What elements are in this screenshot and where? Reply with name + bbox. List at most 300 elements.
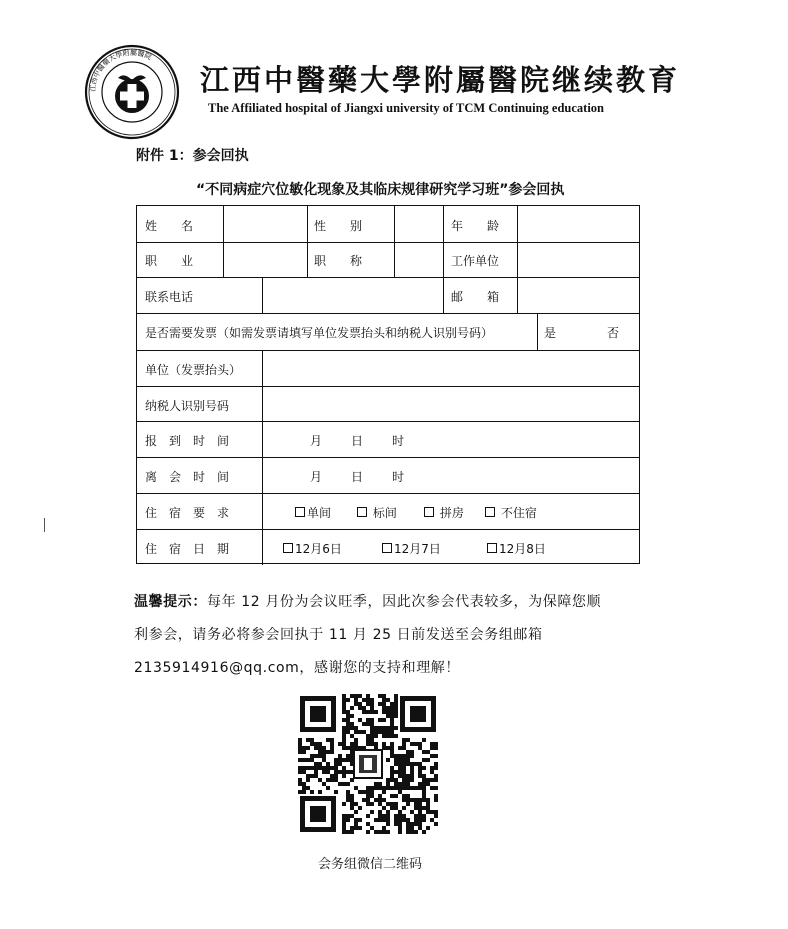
qr-module (346, 798, 350, 802)
qr-module (418, 818, 422, 822)
qr-module (398, 822, 402, 826)
qr-module (410, 798, 414, 802)
qr-module (326, 762, 330, 766)
qr-module (350, 706, 354, 710)
qr-module (378, 814, 382, 818)
qr-module (418, 810, 422, 814)
qr-module (394, 734, 398, 738)
qr-module (342, 718, 346, 722)
qr-module (306, 774, 310, 778)
qr-module (414, 786, 418, 790)
qr-module (426, 778, 430, 782)
qr-module (346, 726, 350, 730)
qr-module (382, 698, 386, 702)
qr-module (326, 766, 330, 770)
unit-invoice-title-label: 单位（发票抬头） (145, 363, 242, 377)
qr-module (350, 802, 354, 806)
qr-module (362, 730, 366, 734)
qr-module (370, 698, 374, 702)
qr-module (390, 770, 394, 774)
qr-module (350, 806, 354, 810)
qr-module (382, 790, 386, 794)
occupation-label: 职 业 (145, 254, 194, 268)
qr-module (398, 762, 402, 766)
qr-module (346, 770, 350, 774)
qr-module (394, 782, 398, 786)
qr-module (390, 778, 394, 782)
qr-module (406, 774, 410, 778)
qr-module (374, 734, 378, 738)
qr-module (410, 810, 414, 814)
qr-module (318, 750, 322, 754)
lodging-option-standard[interactable]: 标间 (357, 504, 397, 521)
qr-module (322, 782, 326, 786)
qr-module (418, 762, 422, 766)
qr-module (318, 742, 322, 746)
qr-module (342, 710, 346, 714)
qr-module (386, 710, 390, 714)
qr-module (346, 730, 350, 734)
qr-module (354, 826, 358, 830)
checkbox-icon (283, 543, 293, 553)
qr-module (370, 786, 374, 790)
qr-module (386, 746, 390, 750)
qr-module (390, 766, 394, 770)
qr-module (386, 714, 390, 718)
checkbox-icon (357, 507, 367, 517)
qr-module (346, 754, 350, 758)
qr-module (398, 746, 402, 750)
qr-module (422, 790, 426, 794)
qr-module (306, 738, 310, 742)
qr-module (374, 782, 378, 786)
qr-module (382, 706, 386, 710)
qr-module (406, 750, 410, 754)
qr-module (374, 742, 378, 746)
qr-module (342, 818, 346, 822)
qr-module (358, 706, 362, 710)
qr-module (398, 786, 402, 790)
qr-module (390, 794, 394, 798)
qr-module (370, 826, 374, 830)
qr-module (386, 734, 390, 738)
qr-module (370, 726, 374, 730)
qr-module (354, 786, 358, 790)
qr-module (370, 802, 374, 806)
qr-module (358, 818, 362, 822)
qr-module (354, 742, 358, 746)
qr-module (394, 702, 398, 706)
qr-module (346, 782, 350, 786)
qr-module (314, 770, 318, 774)
qr-module (434, 822, 438, 826)
qr-module (370, 790, 374, 794)
qr-module (298, 758, 302, 762)
workplace-label: 工作单位 (451, 254, 500, 268)
departure-hour: 时 (392, 470, 405, 484)
qr-module (422, 818, 426, 822)
lodging-option-single[interactable]: 单间 (295, 504, 331, 521)
qr-module (338, 770, 342, 774)
qr-module (338, 762, 342, 766)
qr-module (378, 718, 382, 722)
qr-module (394, 710, 398, 714)
qr-module (342, 702, 346, 706)
qr-module (430, 770, 434, 774)
qr-module (370, 730, 374, 734)
qr-module (394, 758, 398, 762)
qr-module (394, 698, 398, 702)
qr-module (382, 814, 386, 818)
qr-module (314, 762, 318, 766)
hospital-logo-emblem (84, 44, 180, 140)
qr-module (406, 738, 410, 742)
qr-module (414, 814, 418, 818)
qr-module (410, 750, 414, 754)
qr-module (358, 826, 362, 830)
qr-module (366, 722, 370, 726)
qr-module (378, 794, 382, 798)
qr-module (314, 766, 318, 770)
qr-module (346, 698, 350, 702)
qr-module (378, 786, 382, 790)
qr-module (354, 730, 358, 734)
qr-module (330, 738, 334, 742)
qr-module (354, 694, 358, 698)
qr-module (298, 790, 302, 794)
qr-module (414, 830, 418, 834)
qr-module (366, 790, 370, 794)
age-label: 年 龄 (451, 219, 500, 233)
qr-module (366, 830, 370, 834)
lodging-option-none[interactable]: 不住宿 (485, 504, 537, 521)
checkbox-icon (382, 543, 392, 553)
qr-caption: 会务组微信二维码 (318, 857, 423, 872)
qr-module (314, 746, 318, 750)
qr-module (350, 798, 354, 802)
qr-module (350, 722, 354, 726)
qr-module (406, 754, 410, 758)
qr-module (338, 758, 342, 762)
qr-module (370, 810, 374, 814)
qr-module (322, 770, 326, 774)
qr-module (310, 738, 314, 742)
qr-module (422, 774, 426, 778)
qr-module (342, 730, 346, 734)
wechat-qr-code[interactable] (298, 694, 438, 834)
name-field[interactable] (224, 207, 306, 241)
qr-module (346, 758, 350, 762)
qr-module (390, 754, 394, 758)
qr-module (354, 802, 358, 806)
qr-module (374, 798, 378, 802)
qr-module (326, 738, 330, 742)
qr-module (302, 790, 306, 794)
qr-module (418, 746, 422, 750)
qr-module (322, 754, 326, 758)
qr-module (422, 758, 426, 762)
qr-module (310, 774, 314, 778)
qr-module (406, 818, 410, 822)
qr-module (342, 746, 346, 750)
qr-module (426, 758, 430, 762)
qr-module (378, 782, 382, 786)
qr-module (402, 770, 406, 774)
qr-module (394, 714, 398, 718)
qr-module (414, 818, 418, 822)
qr-module (310, 742, 314, 746)
qr-module (418, 806, 422, 810)
qr-module (422, 786, 426, 790)
qr-module (386, 782, 390, 786)
qr-module (390, 718, 394, 722)
qr-module (342, 782, 346, 786)
qr-module (358, 790, 362, 794)
qr-module (410, 766, 414, 770)
qr-module (354, 810, 358, 814)
qr-module (434, 754, 438, 758)
qr-module (382, 734, 386, 738)
notice-line-1: 每年 12 月份为会议旺季，因此次参会代表较多，为保障您顺 (207, 594, 602, 610)
qr-module (402, 818, 406, 822)
qr-module (374, 818, 378, 822)
attachment-label: 附件 1：参会回执 (136, 148, 249, 164)
qr-module (382, 826, 386, 830)
qr-module (402, 766, 406, 770)
qr-module (386, 758, 390, 762)
qr-module (398, 810, 402, 814)
qr-module (434, 774, 438, 778)
qr-module (378, 694, 382, 698)
qr-module (342, 706, 346, 710)
qr-module (434, 798, 438, 802)
stay-date-dec6[interactable]: 12月6日 (283, 540, 342, 557)
qr-module (422, 766, 426, 770)
qr-module (430, 746, 434, 750)
qr-module (394, 706, 398, 710)
qr-module (374, 830, 378, 834)
qr-module (346, 710, 350, 714)
qr-module (406, 798, 410, 802)
qr-module (398, 770, 402, 774)
qr-module (306, 758, 310, 762)
workplace-field[interactable] (518, 243, 638, 276)
qr-module (398, 826, 402, 830)
qr-module (302, 750, 306, 754)
qr-module (366, 734, 370, 738)
qr-module (382, 730, 386, 734)
qr-module (358, 806, 362, 810)
qr-module (350, 694, 354, 698)
qr-module (362, 798, 366, 802)
qr-module (430, 818, 434, 822)
qr-module (386, 810, 390, 814)
stay-dates-label: 住 宿 日 期 (145, 542, 230, 556)
qr-module (322, 766, 326, 770)
qr-module (370, 722, 374, 726)
qr-module (354, 738, 358, 742)
qr-module (382, 694, 386, 698)
qr-module (394, 762, 398, 766)
job-title-field[interactable] (395, 243, 442, 276)
qr-module (370, 738, 374, 742)
invoice-no-option[interactable]: 否 (607, 326, 620, 340)
qr-module (414, 742, 418, 746)
qr-module (370, 718, 374, 722)
qr-module (350, 830, 354, 834)
qr-module (386, 818, 390, 822)
qr-module (318, 762, 322, 766)
qr-module (342, 726, 346, 730)
qr-module (302, 766, 306, 770)
qr-module (370, 794, 374, 798)
qr-module (406, 758, 410, 762)
qr-module (342, 822, 346, 826)
qr-module (394, 754, 398, 758)
qr-module (310, 758, 314, 762)
email-field[interactable] (518, 278, 638, 312)
qr-module (366, 798, 370, 802)
unit-invoice-title-field[interactable] (263, 351, 638, 385)
arrival-day: 日 (351, 434, 364, 448)
qr-module (426, 798, 430, 802)
qr-module (398, 754, 402, 758)
qr-module (362, 698, 366, 702)
qr-module (390, 774, 394, 778)
qr-module (422, 806, 426, 810)
qr-module (382, 806, 386, 810)
qr-module (374, 786, 378, 790)
qr-module (366, 694, 370, 698)
qr-module (406, 802, 410, 806)
qr-module (386, 706, 390, 710)
scan-mark (44, 518, 45, 532)
age-field[interactable] (518, 207, 638, 241)
notice-line-2: 利参会，请务必将参会回执于 11 月 25 日前发送至会务组邮箱 (134, 627, 543, 643)
qr-module (350, 742, 354, 746)
qr-module (302, 746, 306, 750)
checkbox-icon (295, 507, 305, 517)
qr-module (382, 742, 386, 746)
qr-module (390, 714, 394, 718)
email-label: 邮 箱 (451, 290, 500, 304)
qr-module (406, 830, 410, 834)
qr-module (354, 698, 358, 702)
qr-module (382, 718, 386, 722)
qr-module (402, 814, 406, 818)
qr-module (370, 734, 374, 738)
qr-module (430, 754, 434, 758)
qr-module (366, 738, 370, 742)
qr-module (410, 822, 414, 826)
qr-module (318, 766, 322, 770)
qr-module (398, 830, 402, 834)
checkbox-icon (424, 507, 434, 517)
qr-module (398, 782, 402, 786)
qr-module (406, 782, 410, 786)
qr-module (398, 818, 402, 822)
qr-module (350, 714, 354, 718)
qr-module (418, 802, 422, 806)
qr-module (410, 774, 414, 778)
qr-module (330, 778, 334, 782)
qr-module (406, 794, 410, 798)
qr-module (394, 726, 398, 730)
taxpayer-id-label: 纳税人识别号码 (145, 399, 230, 413)
qr-module (298, 738, 302, 742)
qr-module (342, 766, 346, 770)
qr-module (402, 758, 406, 762)
qr-module (406, 778, 410, 782)
qr-module (434, 786, 438, 790)
qr-module (322, 750, 326, 754)
qr-module (314, 754, 318, 758)
qr-module (418, 822, 422, 826)
qr-module (418, 782, 422, 786)
invoice-yes-option[interactable]: 是 (544, 326, 557, 340)
qr-module (374, 730, 378, 734)
qr-module (362, 722, 366, 726)
qr-module (322, 746, 326, 750)
qr-module (298, 782, 302, 786)
qr-module (358, 718, 362, 722)
qr-module (366, 742, 370, 746)
qr-module (410, 786, 414, 790)
qr-module (350, 794, 354, 798)
qr-module (370, 706, 374, 710)
stay-date-dec7[interactable]: 12月7日 (382, 540, 441, 557)
qr-module (326, 770, 330, 774)
qr-module (366, 702, 370, 706)
qr-module (386, 786, 390, 790)
gender-field[interactable] (395, 207, 442, 241)
qr-module (418, 798, 422, 802)
qr-module (418, 774, 422, 778)
qr-module (318, 746, 322, 750)
qr-module (298, 750, 302, 754)
qr-module (402, 786, 406, 790)
qr-module (394, 786, 398, 790)
qr-module (362, 710, 366, 714)
qr-module (430, 786, 434, 790)
qr-module (378, 810, 382, 814)
qr-module (402, 806, 406, 810)
qr-module (414, 806, 418, 810)
qr-module (350, 814, 354, 818)
qr-module (414, 798, 418, 802)
lodging-option-shared[interactable]: 拼房 (424, 504, 464, 521)
qr-module (334, 778, 338, 782)
svg-text:江西中醫藥大學附屬醫院: 江西中醫藥大學附屬醫院 (88, 48, 153, 93)
qr-module (410, 826, 414, 830)
qr-module (330, 742, 334, 746)
qr-module (426, 802, 430, 806)
qr-module (394, 770, 398, 774)
qr-module (394, 794, 398, 798)
arrival-hour: 时 (392, 434, 405, 448)
stay-date-dec8[interactable]: 12月8日 (487, 540, 546, 557)
qr-module (422, 798, 426, 802)
occupation-field[interactable] (224, 243, 306, 276)
registration-form-table (136, 205, 640, 564)
qr-module (346, 790, 350, 794)
qr-module (430, 742, 434, 746)
phone-field[interactable] (263, 278, 442, 312)
qr-module (390, 750, 394, 754)
taxpayer-id-field[interactable] (263, 387, 638, 420)
qr-module (310, 754, 314, 758)
qr-module (374, 710, 378, 714)
